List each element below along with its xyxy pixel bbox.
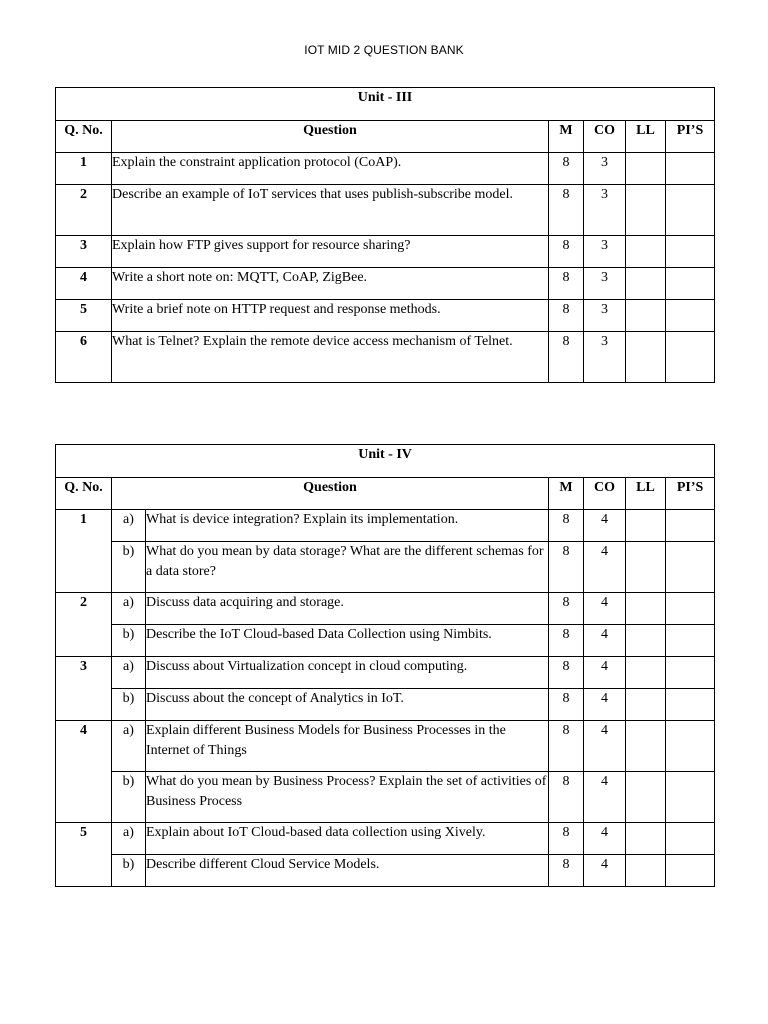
header-qno: Q. No.: [56, 478, 112, 510]
question-number: 1: [56, 153, 112, 185]
sub-question-label: a): [112, 593, 146, 625]
pis-cell: [666, 332, 715, 383]
pis-cell: [666, 593, 715, 625]
question-text: Explain how FTP gives support for resource sharing?: [112, 236, 549, 268]
co-cell: 4: [584, 823, 626, 855]
pis-cell: [666, 823, 715, 855]
marks-cell: 8: [549, 185, 584, 236]
unit-4-title: Unit - IV: [56, 445, 715, 478]
ll-cell: [626, 625, 666, 657]
pis-cell: [666, 657, 715, 689]
question-number: 5: [56, 300, 112, 332]
co-cell: 4: [584, 625, 626, 657]
co-cell: 4: [584, 657, 626, 689]
marks-cell: 8: [549, 332, 584, 383]
ll-cell: [626, 689, 666, 721]
question-text: Write a brief note on HTTP request and response methods.: [112, 300, 549, 332]
question-text: Discuss about the concept of Analytics in IoT.: [146, 689, 549, 721]
question-text: Describe the IoT Cloud-based Data Collection using Nimbits.: [146, 625, 549, 657]
ll-cell: [626, 593, 666, 625]
question-text: What is device integration? Explain its implementation.: [146, 510, 549, 542]
question-number: 1: [56, 510, 112, 593]
table-row: [56, 300, 715, 332]
header-question: Question: [112, 478, 549, 510]
marks-cell: 8: [549, 657, 584, 689]
header-pis: PI’S: [666, 121, 715, 153]
unit-3-title: Unit - III: [56, 88, 715, 121]
ll-cell: [626, 510, 666, 542]
unit-4-header-row: [56, 478, 715, 510]
marks-cell: 8: [549, 855, 584, 887]
question-number: 2: [56, 593, 112, 657]
header-marks: M: [549, 478, 584, 510]
ll-cell: [626, 185, 666, 236]
ll-cell: [626, 823, 666, 855]
co-cell: 4: [584, 772, 626, 823]
ll-cell: [626, 855, 666, 887]
ll-cell: [626, 721, 666, 772]
table-row: [56, 542, 715, 593]
table-row: [56, 721, 715, 772]
marks-cell: 8: [549, 300, 584, 332]
unit-4-table: [55, 444, 715, 887]
header-co: CO: [584, 121, 626, 153]
co-cell: 3: [584, 332, 626, 383]
header-ll: LL: [626, 478, 666, 510]
co-cell: 4: [584, 721, 626, 772]
marks-cell: 8: [549, 153, 584, 185]
sub-question-label: b): [112, 542, 146, 593]
ll-cell: [626, 657, 666, 689]
pis-cell: [666, 772, 715, 823]
marks-cell: 8: [549, 236, 584, 268]
unit-3-table: [55, 87, 715, 383]
header-pis: PI’S: [666, 478, 715, 510]
ll-cell: [626, 772, 666, 823]
ll-cell: [626, 153, 666, 185]
ll-cell: [626, 300, 666, 332]
marks-cell: 8: [549, 542, 584, 593]
sub-question-label: a): [112, 657, 146, 689]
table-row: [56, 236, 715, 268]
question-number: 4: [56, 721, 112, 823]
ll-cell: [626, 268, 666, 300]
table-row: [56, 268, 715, 300]
document-title: IOT MID 2 QUESTION BANK: [304, 43, 464, 57]
co-cell: 3: [584, 185, 626, 236]
ll-cell: [626, 236, 666, 268]
marks-cell: 8: [549, 593, 584, 625]
table-row: [56, 625, 715, 657]
sub-question-label: b): [112, 625, 146, 657]
question-text: What do you mean by Business Process? Explain the set of activities of Business Process: [146, 772, 549, 823]
table-row: [56, 657, 715, 689]
pis-cell: [666, 153, 715, 185]
sub-question-label: b): [112, 772, 146, 823]
marks-cell: 8: [549, 772, 584, 823]
sub-question-label: a): [112, 721, 146, 772]
question-number: 4: [56, 268, 112, 300]
question-text: Explain the constraint application protocol (CoAP).: [112, 153, 549, 185]
question-text: Write a short note on: MQTT, CoAP, ZigBee.: [112, 268, 549, 300]
marks-cell: 8: [549, 689, 584, 721]
ll-cell: [626, 332, 666, 383]
question-text: What is Telnet? Explain the remote device access mechanism of Telnet.: [112, 332, 549, 383]
header-co: CO: [584, 478, 626, 510]
header-question: Question: [112, 121, 549, 153]
question-number: 5: [56, 823, 112, 887]
question-text: Explain different Business Models for Business Processes in the Internet of Things: [146, 721, 549, 772]
pis-cell: [666, 721, 715, 772]
unit-3-header-row: [56, 121, 715, 153]
marks-cell: 8: [549, 268, 584, 300]
ll-cell: [626, 542, 666, 593]
table-row: [56, 185, 715, 236]
sub-question-label: b): [112, 855, 146, 887]
pis-cell: [666, 236, 715, 268]
table-row: [56, 593, 715, 625]
pis-cell: [666, 625, 715, 657]
co-cell: 3: [584, 153, 626, 185]
table-row: [56, 153, 715, 185]
header-marks: M: [549, 121, 584, 153]
table-row: [56, 855, 715, 887]
pis-cell: [666, 185, 715, 236]
table-row: [56, 823, 715, 855]
pis-cell: [666, 542, 715, 593]
co-cell: 3: [584, 300, 626, 332]
pis-cell: [666, 855, 715, 887]
co-cell: 4: [584, 542, 626, 593]
question-text: Describe an example of IoT services that uses publish-subscribe model.: [112, 185, 549, 236]
question-number: 2: [56, 185, 112, 236]
pis-cell: [666, 510, 715, 542]
header-ll: LL: [626, 121, 666, 153]
question-text: Describe different Cloud Service Models.: [146, 855, 549, 887]
sub-question-label: b): [112, 689, 146, 721]
marks-cell: 8: [549, 510, 584, 542]
question-number: 3: [56, 236, 112, 268]
co-cell: 3: [584, 268, 626, 300]
co-cell: 4: [584, 855, 626, 887]
question-text: Discuss data acquiring and storage.: [146, 593, 549, 625]
marks-cell: 8: [549, 721, 584, 772]
co-cell: 3: [584, 236, 626, 268]
co-cell: 4: [584, 689, 626, 721]
question-number: 6: [56, 332, 112, 383]
table-row: [56, 772, 715, 823]
question-text: Discuss about Virtualization concept in cloud computing.: [146, 657, 549, 689]
pis-cell: [666, 268, 715, 300]
pis-cell: [666, 300, 715, 332]
question-text: Explain about IoT Cloud-based data collection using Xively.: [146, 823, 549, 855]
table-row: [56, 332, 715, 383]
pis-cell: [666, 689, 715, 721]
table-row: [56, 689, 715, 721]
co-cell: 4: [584, 510, 626, 542]
question-text: What do you mean by data storage? What are the different schemas for a data store?: [146, 542, 549, 593]
marks-cell: 8: [549, 823, 584, 855]
marks-cell: 8: [549, 625, 584, 657]
table-row: [56, 510, 715, 542]
header-qno: Q. No.: [56, 121, 112, 153]
question-number: 3: [56, 657, 112, 721]
co-cell: 4: [584, 593, 626, 625]
sub-question-label: a): [112, 510, 146, 542]
sub-question-label: a): [112, 823, 146, 855]
